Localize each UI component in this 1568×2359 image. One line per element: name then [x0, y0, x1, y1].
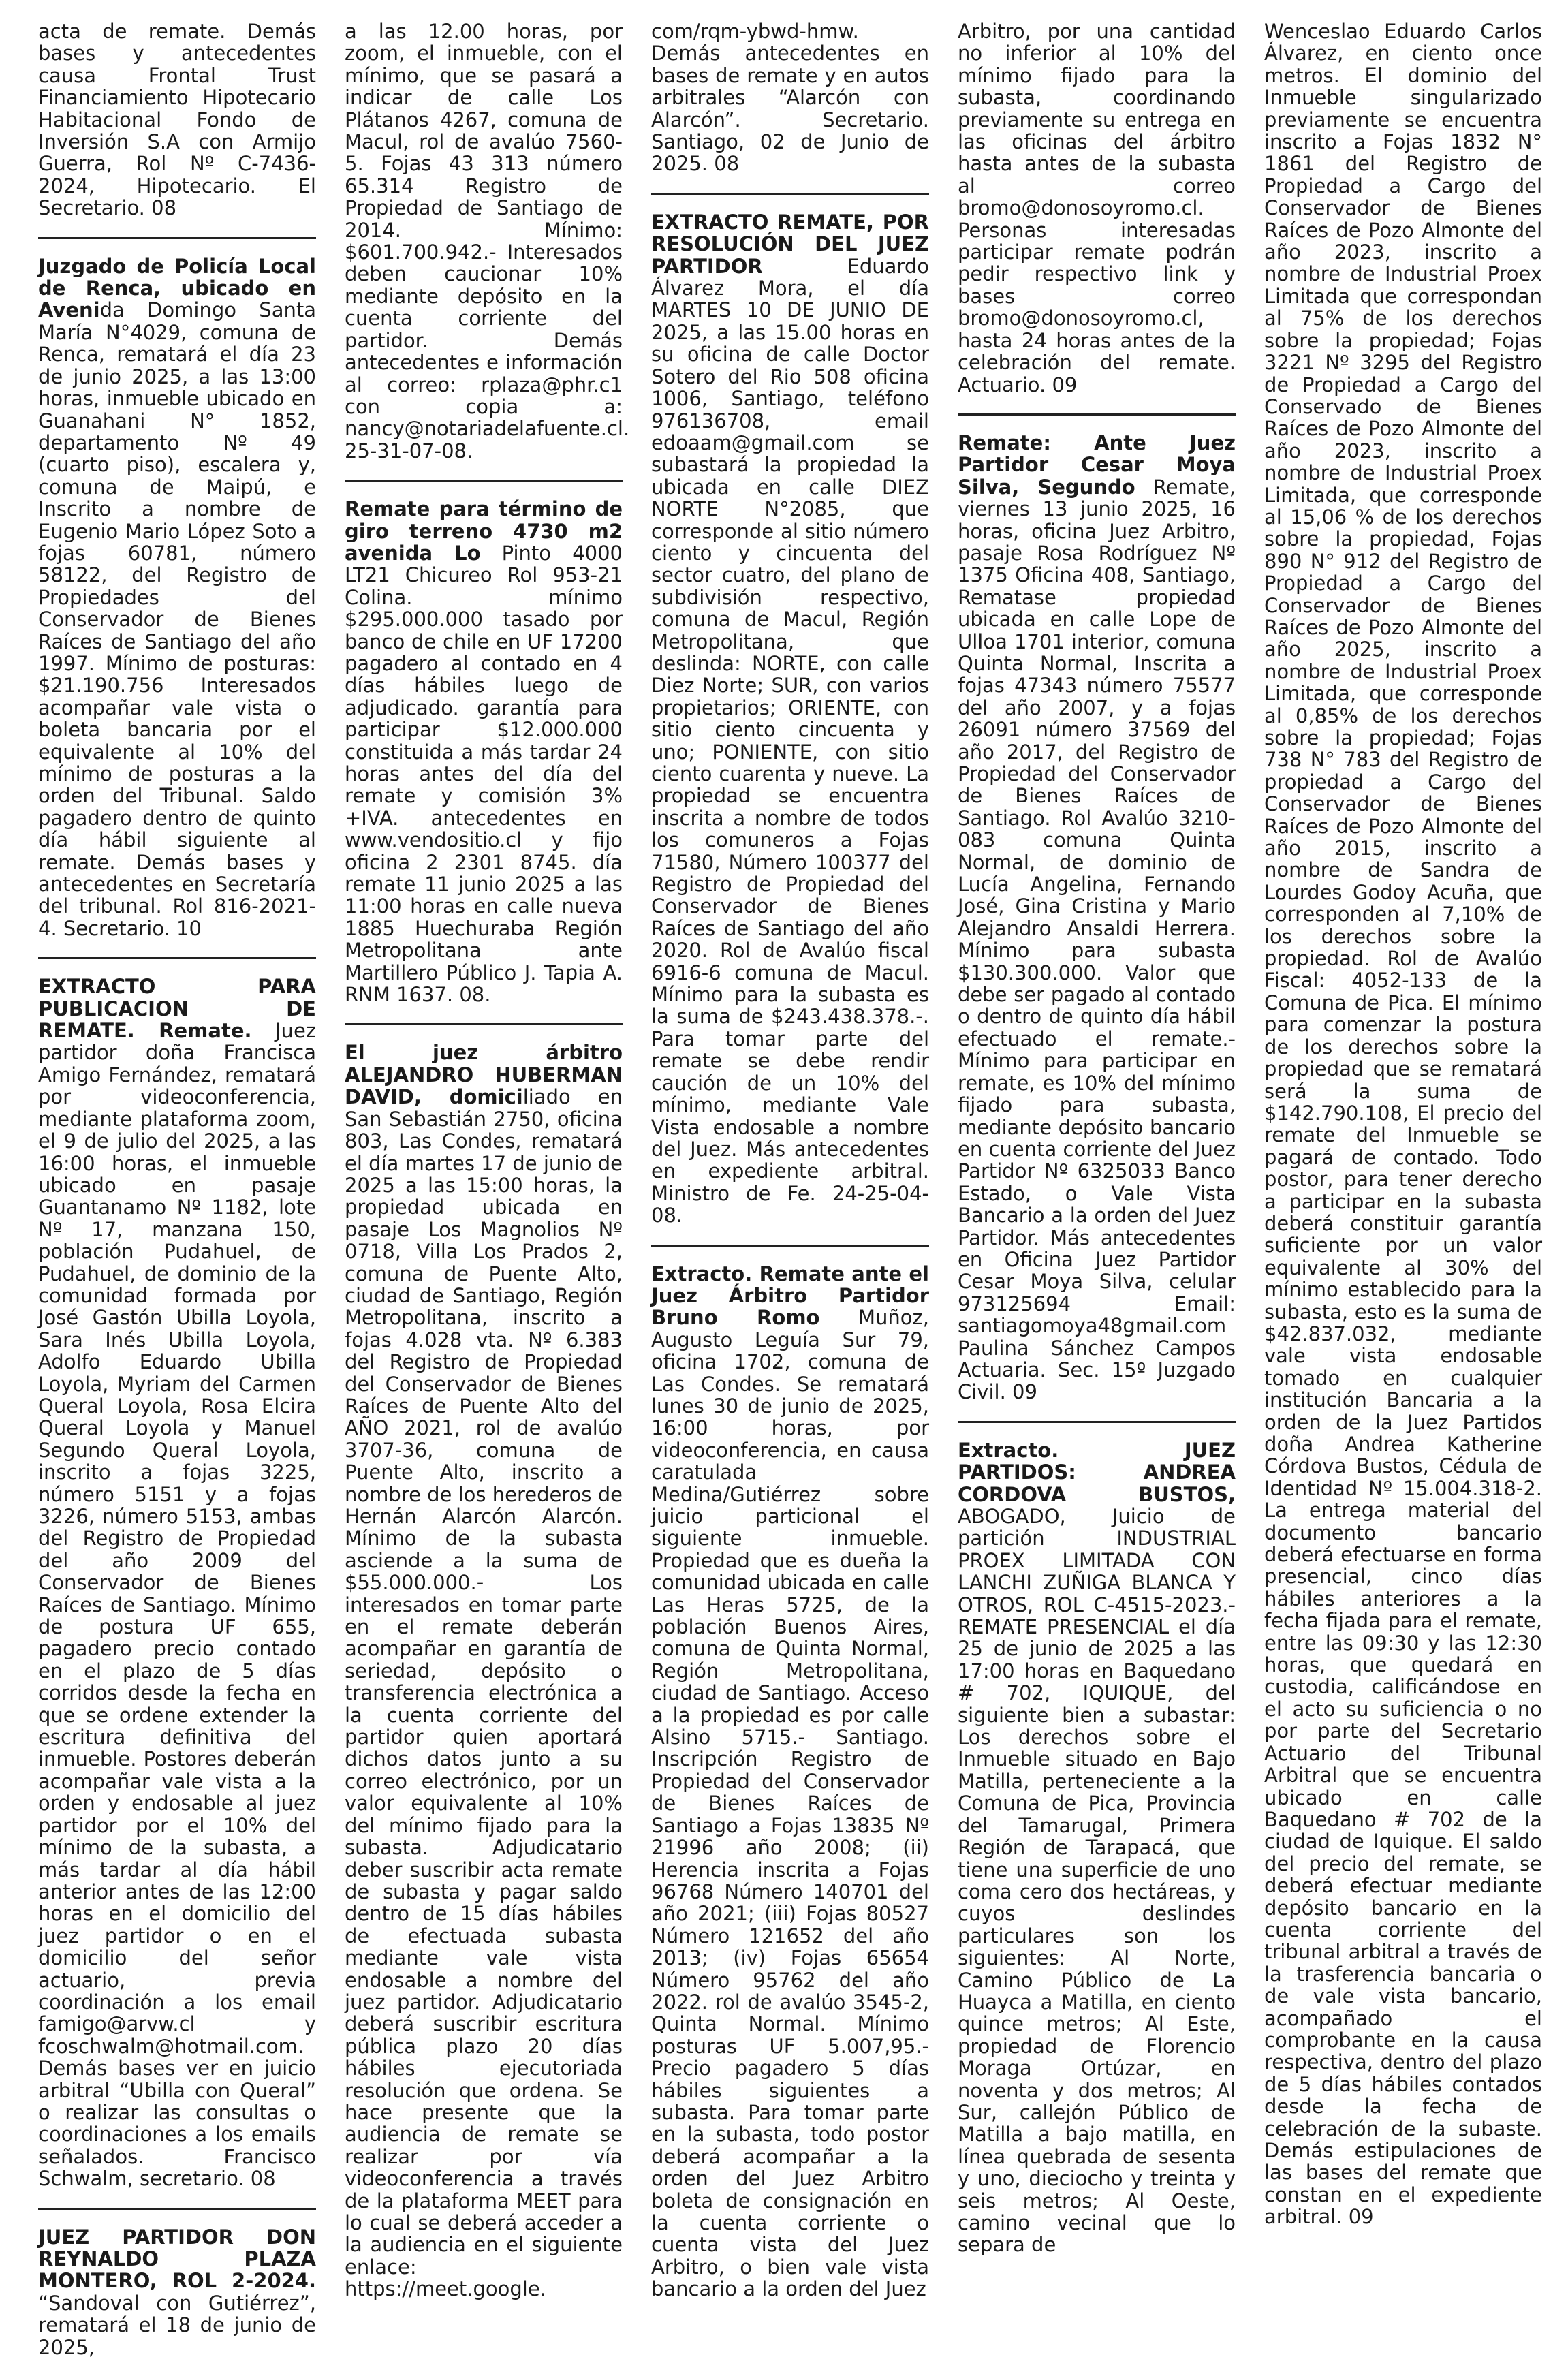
- notice-heading: Remate: Ante Juez Partidor Cesar Moya Silva, Segundo: [958, 431, 1236, 499]
- notice-body: Juez partidor doña Francisca Amigo Fernández, rematará por videoconferencia, mediante plataforma zoom, el 9 de julio del 2025, a las 16:00 horas, el inmueble ubicado en pasaje Guantanamo Nº 1182, lote Nº 17, manzana 150, población Pudahuel, de Pudahuel, de dominio de la comunidad formada por José Gastón Ubilla Loyola, Sara Inés Ubilla Loyola, Adolfo Eduardo Ubilla Loyola, Myriam del Carmen Queral Loyola, Rosa Elcira Queral Loyola y Manuel Segundo Queral Loyola, inscrito a fojas 3225, número 5151 y a fojas 3226, número 5153, ambas del Registro de Propiedad del año 2009 del Conservador de Bienes Raíces de Santiago. Mínimo de postura UF 655, pagadero precio contado en el plazo de 5 días corridos desde la fecha en que se ordene extender la escritura definitiva del inmueble. Postores deberán acompañar vale vista a la orden y endosable al juez partidor por el 10% del mínimo de la subasta, a más tardar al día hábil anterior antes de las 12:00 horas en el domicilio del juez partidor o en el domicilio del señor actuario, previa coordinación a los email famigo@arvw.cl y fcoschwalm@hotmail.com. Demás bases ver en juicio arbitral “Ubilla con Queral” o realizar las consultas o coordinaciones a los emails señalados. Francisco Schwalm, secretario. 08: [38, 1019, 317, 2191]
- notice: [38, 957, 316, 2189]
- notice-body: da Domingo Santa María N°4029, comuna de Renca, rematará el día 23 de junio 2025, a las 13:00 horas, inmueble ubicado en Guanahani N° 1852, departamento Nº 49 (cuarto piso), escalera y, comuna de Maipú, e Inscrito a nombre de Eugenio Mario López Soto a fojas 60781, número 58122, del Registro de Propiedades del Conservador de Bienes Raíces de Santiago del año 1997. Mínimo de posturas: $21.190.756 Interesados acompañar vale vista o boleta bancaria por el equivalente al 10% del mínimo de posturas a la orden del Tribunal. Saldo pagadero dentro de quinto día hábil siguiente al remate. Demás bases y antecedentes en Secretaría del tribunal. Rol 816-2021-4. Secretario. 10: [38, 298, 316, 940]
- notice-heading: EXTRACTO REMATE, POR RESOLUCIÓN DEL JUEZ PARTIDOR: [651, 210, 929, 278]
- notice: [958, 413, 1236, 1403]
- notice-heading: Remate para término de giro terreno 4730 m2 avenida Lo: [345, 497, 623, 565]
- notice: [38, 2208, 316, 2358]
- notice-body: Wenceslao Eduardo Carlos Álvarez, en ciento once metros. El dominio del Inmueble singularizado previamente se encuentra inscrito a Fojas 1832 N° 1861 del Registro de Propiedad a Cargo del Conservador de Bienes Raíces de Pozo Almonte del año 2023, inscrito a nombre de Industrial Proex Limitada que correspondan al 75% de los derechos sobre la propiedad; Fojas 3221 Nº 3295 del Registro de Propiedad a Cargo del Conservado de Bienes Raíces de Pozo Almonte del año 2023, inscrito a nombre de Industrial Proex Limitada, que corresponde al 15,06 % de los derechos sobre la propiedad, Fojas 890 N° 912 del Registro de Propiedad a Cargo del Conservador de Bienes Raíces de Pozo Almonte del año 2025, inscrito a nombre de Industrial Proex Limitada, que corresponde al 0,85% de los derechos sobre la propiedad; Fojas 738 N° 783 del Registro de propiedad a Cargo del Conservador de Bienes Raíces de Pozo Almonte del año 2015, inscrito a nombre de Sandra de Lourdes Godoy Acuña, que corresponden al 7,10% de los derechos sobre la propiedad. Rol de Avalúo Fiscal: 4052-133 de la Comuna de Pica. El mínimo para comenzar la postura de los derechos sobre la propiedad que se rematará será la suma de $142.790.108, El precio del remate del Inmueble se pagará de contado. Todo postor, para tener derecho a participar en la subasta deberá constituir garantía suficiente por un valor equivalente al 30% del mínimo establecido para la subasta, esto es la suma de $42.837.032, mediante vale vista endosable tomado en cualquier institución Bancaria a la orden de la Juez Partidos doña Andrea Katherine Córdova Bustos, Cédula de Identidad Nº 15.004.318-2. La entrega material del documento bancario deberá efectuarse en forma presencial, cinco días hábiles anteriores a la fecha fijada para el remate, entre las 09:30 y las 12:30 horas, que quedará en custodia, calificándose en el acto su suficiencia o no por parte del Secretario Actuario del Tribunal Arbitral que se encuentra ubicado en calle Baquedano # 702 de la ciudad de Iquique. El saldo del precio del remate, se deberá efectuar mediante depósito bancario en la cuenta corriente del tribunal arbitral a través de la trasferencia bancaria o de vale vista bancario, acompañado el comprobante en la causa respectiva, dentro del plazo de 5 días hábiles contados desde la fecha de celebración de la subaste. Demás estipulaciones de las bases del remate que constan en el expediente arbitral. 09: [1264, 20, 1542, 2229]
- notice-body: liado en San Sebastián 2750, oficina 803, Las Condes, rematará el día martes 17 de junio de 2025 a las 15:00 horas, la propiedad ubicada en pasaje Los Magnolios Nº 0718, Villa Los Prados 2, comuna de Puente Alto, ciudad de Santiago, Región Metropolitana, inscrito a fojas 4.028 vta. Nº 6.383 del Registro de Propiedad del Conservador de Bienes Raíces de Puente Alto del AÑO 2021, rol de avalúo 3707-36, comuna de Puente Alto, inscrito a nombre de los herederos de Hernán Alarcón Alarcón. Mínimo de la subasta asciende a la suma de $55.000.000.- Los interesados en tomar parte en el remate deberán acompañar en garantía de seriedad, depósito o transferencia electrónica a la cuenta corriente del partidor quien aportará dichos datos junto a su correo electrónico, por un valor equivalente al 10% del mínimo fijado para la subasta. Adjudicatario deber suscribir acta remate de subasta y pagar saldo dentro de 15 días hábiles de efectuada subasta mediante vale vista endosable a nombre del juez partidor. Adjudicatario deberá suscribir escritura pública plazo 20 días hábiles ejecutoriada resolución que ordena. Se hace presente que la audiencia de remate se realizar por vía videoconferencia a través de la plataforma MEET para lo cual se deberá acceder a la audiencia en el siguiente enlace: https://meet.google.: [345, 1085, 623, 2301]
- column-3: [651, 20, 929, 2301]
- notice: [651, 20, 929, 175]
- notice-body: Muñoz, Augusto Leguía Sur 79, oficina 1702, comuna de Las Condes. Se rematará lunes 30 de junio de 2025, 16:00 horas, por videoconferencia, en causa caratulada Medina/Gutiérrez sobre juicio particional el siguiente inmueble. Propiedad que es dueña la comunidad ubicada en calle Las Heras 5725, de la población Buenos Aires, comuna de Quinta Normal, Región Metropolitana, ciudad de Santiago. Acceso a la propiedad es por calle Alsino 5715.- Santiago. Inscripción Registro de Propiedad del Conservador de Bienes Raíces de Santiago a Fojas 13835 Nº 21996 año 2008; (ii) Herencia inscrita a Fojas 96768 Número 140701 del año 2021; (iii) Fojas 80527 Número 121652 del año 2013; (iv) Fojas 65654 Número 95762 del año 2022. rol de avalúo 3545-2, Quinta Normal. Mínimo posturas UF 5.007,95.- Precio pagadero 5 días hábiles siguientes a subasta. Para tomar parte en la subasta, todo postor deberá acompañar a la orden del Juez Arbitro boleta de consignación en la cuenta corriente o cuenta vista del Juez Arbitro, o bien vale vista bancario a la orden del Juez: [651, 1306, 929, 2301]
- notice: [958, 20, 1236, 396]
- notice: [345, 480, 623, 1005]
- column-5: [1264, 20, 1542, 2229]
- notice: [345, 20, 630, 463]
- notice-body: Eduardo Álvarez Mora, el día MARTES 10 DE JUNIO DE 2025, a las 15.00 horas en su oficina de calle Doctor Sotero del Rio 508 oficina 1006, Santiago, teléfono 976136708, email edoaam@gmail.com se subastará la propiedad la ubicada en calle DIEZ NORTE N°2085, que corresponde al sitio número ciento y cincuenta del sector cuatro, del plano de subdivisión respectivo, comuna de Macul, Región Metropolitana, que deslinda: NORTE, con calle Diez Norte; SUR, con varios propietarios; ORIENTE, con sitio ciento cincuenta y uno; PONIENTE, con sitio ciento cuarenta y nueve. La propiedad se encuentra inscrita a nombre de todos los comuneros a Fojas 71580, Número 100377 del Registro de Propiedad del Conservador de Bienes Raíces de Santiago del año 2020. Rol de Avalúo fiscal 6916-6 comuna de Macul. Mínimo para la subasta es la suma de $243.438.378.-. Para tomar parte del remate se debe rendir caución de un 10% del mínimo, mediante Vale Vista endosable a nombre del Juez. Más antecedentes en expediente arbitral. Ministro de Fe. 24-25-04-08.: [651, 254, 929, 1228]
- notice-heading: Extracto. Remate ante el Juez Árbitro Partidor Bruno Romo: [651, 1262, 929, 1330]
- notice: [38, 20, 316, 219]
- notice-body: a las 12.00 horas, por zoom, el inmueble, con el mínimo, que se pasará a indicar de calle Los Plátanos 4267, comuna de Macul, rol de avalúo 7560-5. Fojas 43 313 número 65.314 Registro de Propiedad de Santiago de 2014. Mínimo: $601.700.942.- Interesados deben caucionar 10% mediante depósito en la cuenta corriente del partidor. Demás antecedentes e información al correo: rplaza@phr.c1 con copia a: nancy@notariadelafuente.cl. 25-31-07-08.: [345, 20, 630, 463]
- column-2: [345, 20, 630, 2301]
- column-1: [38, 20, 317, 2359]
- notice: [958, 1421, 1236, 2256]
- notice-heading: Extracto. JUEZ PARTIDOS: ANDREA CORDOVA BUSTOS,: [958, 1438, 1236, 1506]
- notice-body: com/rqm-ybwd-hmw. Demás antecedentes en bases de remate y en autos arbitrales “Alarcón con Alarcón”. Secretario. Santiago, 02 de Junio de 2025. 08: [651, 20, 929, 176]
- notice-body: Pinto 4000 LT21 Chicureo Rol 953-21 Colina. mínimo $295.000.000 tasado por banco de chile en UF 17200 pagadero al contado en 4 días hábiles luego de adjudicado. garantía para participar $12.000.000 constituida a más tardar 24 horas antes del día del remate y comisión 3% +IVA. antecedentes en www.vendositio.cl y fijo oficina 2 2301 8745. día remate 11 junio 2025 a las 11:00 horas en calle nueva 1885 Huechuraba Región Metropolitana ante Martillero Público J. Tapia A. RNM 1637. 08.: [345, 541, 623, 1007]
- notice: [651, 1245, 929, 2300]
- notice: [38, 237, 316, 940]
- notice: [1264, 20, 1542, 2228]
- notice-body: Remate, viernes 13 junio 2025, 16 horas, oficina Juez Arbitro, pasaje Rosa Rodríguez Nº 1375 Oficina 408, Santiago, Rematase propiedad ubicada en calle Lope de Ulloa 1701 interior, comuna Quinta Normal, Inscrita a fojas 47343 número 75577 del año 2007, y a fojas 26091 número 37569 del año 2017, del Registro de Propiedad del Conservador de Bienes Raíces de Santiago. Rol Avalúo 3210-083 comuna Quinta Normal, de dominio de Lucía Angelina, Fernando José, Gina Cristina y Mario Alejandro Ansaldi Herrera. Mínimo para subasta $130.300.000. Valor que debe ser pagado al contado o dentro de quinto día hábil efectuado el remate.- Mínimo para participar en remate, es 10% del mínimo fijado para subasta, mediante depósito bancario en cuenta corriente del Juez Partidor Nº 6325033 Banco Estado, o Vale Vista Bancario a la orden del Juez Partidor. Más antecedentes en Oficina Juez Partidor Cesar Moya Silva, celular 973125694 Email: santiagomoya48gmail.com Paulina Sánchez Campos Actuaria. Sec. 15º Juzgado Civil. 09: [958, 475, 1236, 1404]
- notice-body: “Sandoval con Gutiérrez”, rematará el 18 de junio de 2025,: [38, 2291, 316, 2359]
- notice-body: Arbitro, por una cantidad no inferior al 10% del mínimo fijado para la subasta, coordinando previamente su entrega en las oficinas del árbitro hasta antes de la subasta al correo bromo@donosoyromo.cl. Personas interesadas participar remate podrán pedir respectivo link y bases correo bromo@donosoyromo.cl, hasta 24 horas antes de la celebración del remate. Actuario. 09: [958, 20, 1236, 396]
- notice: [345, 1023, 623, 2300]
- notice-body: acta de remate. Demás bases y antecedentes causa Frontal Trust Financiamiento Hipotecario Habitacional Fondo de Inversión S.A con Armijo Guerra, Rol Nº C-7436-2024, Hipotecario. El Secretario. 08: [38, 20, 316, 220]
- column-4: [958, 20, 1236, 2257]
- notice-heading: JUEZ PARTIDOR DON REYNALDO PLAZA MONTERO, ROL 2-2024.: [38, 2225, 316, 2293]
- notice-heading: Juzgado de Policía Local de Renca, ubicado en Aveni: [38, 254, 316, 322]
- notice-body: ABOGADO, Juicio de partición INDUSTRIAL PROEX LIMITADA CON LANCHI ZUÑIGA BLANCA Y OTROS, ROL C-4515-2023.-REMATE PRESENCIAL el día 25 de junio de 2025 a las 17:00 horas en Baquedano # 702, IQUIQUE, del siguiente bien a subastar: Los derechos sobre el Inmueble situado en Bajo Matilla, perteneciente a la Comuna de Pica, Provincia del Tamarugal, Primera Región de Tarapacá, que tiene una superficie de uno coma cero dos hectáreas, y cuyos deslindes particulares son los siguientes: Al Norte, Camino Público de La Huayca a Matilla, en ciento quince metros; Al Este, propiedad de Florencio Moraga Ortúzar, en noventa y dos metros; Al Sur, callejón Público de Matilla a bajo matilla, en línea quebrada de sesenta y uno, dieciocho y treinta y seis metros; Al Oeste, camino vecinal que lo separa de: [958, 1505, 1236, 2257]
- notice-heading: EXTRACTO PARA PUBLICACION DE REMATE. Remate.: [38, 975, 316, 1043]
- notice-heading: El juez árbitro ALEJANDRO HUBERMAN DAVID, domici: [345, 1041, 623, 1109]
- notice: [651, 193, 929, 1227]
